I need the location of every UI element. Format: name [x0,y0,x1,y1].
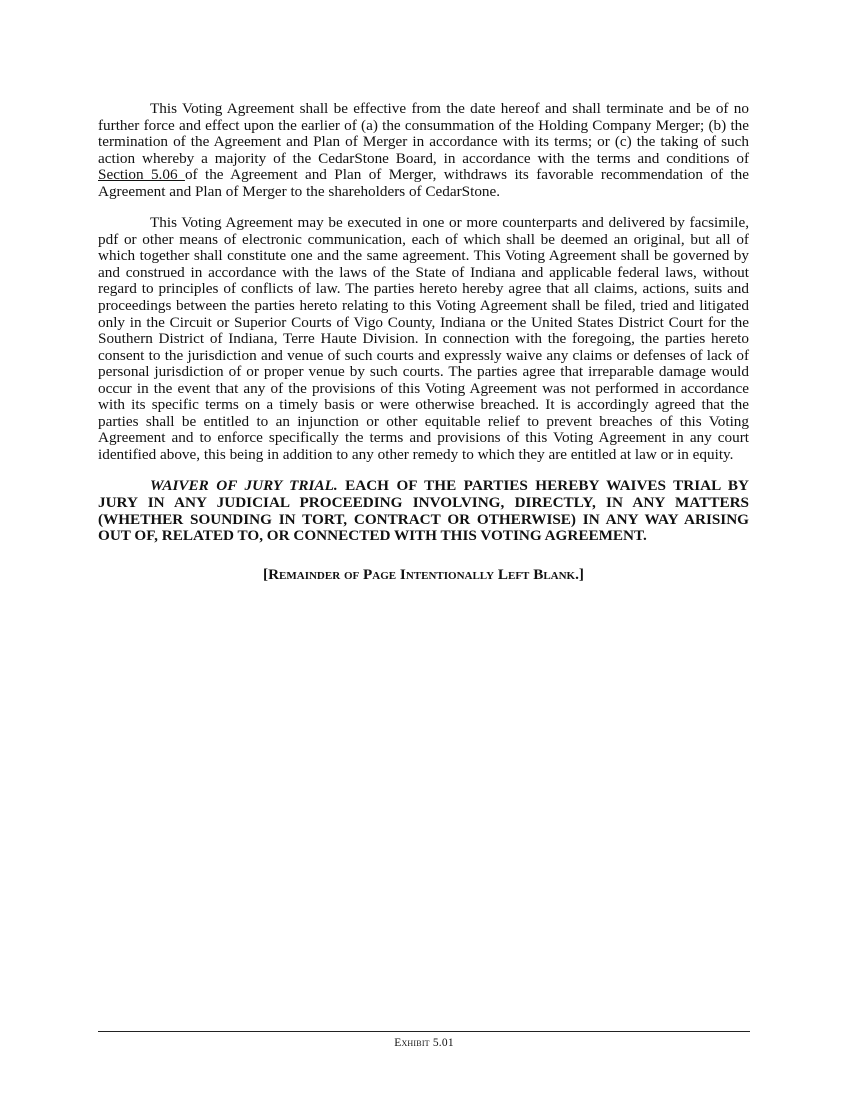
footer-divider [98,1031,750,1032]
footer-exhibit-label: Exhibit 5.01 [394,1037,454,1049]
jury-waiver-heading: WAIVER OF JURY TRIAL. [150,477,338,495]
paragraph-effective-term [98,101,749,200]
remainder-blank-note: [Remainder of Page Intentionally Left Blank.] [263,565,584,583]
section-reference-link: Section 5.06 [98,166,185,184]
paragraph-effective-term-text-end: of the Agreement and Plan of Merger, withdraws its favorable recommendation of the Agreement and Plan of Merger to the shareholders of CedarStone. [98,166,749,200]
document-body [98,101,749,583]
jury-waiver-text: EACH OF THE PARTIES HEREBY WAIVES TRIAL BY JURY IN ANY JUDICIAL PROCEEDING INVOLVING, DIRECTLY, IN ANY MATTERS (WHETHER SOUNDING IN TORT, CONTRACT OR OTHERWISE) IN ANY WAY ARISING OUT OF, RELATED TO, OR CONNECTED WITH THIS VOTING AGREEMENT. [98,477,749,545]
paragraph-jury-waiver [98,478,749,544]
paragraph-governing-law: This Voting Agreement may be executed in one or more counterparts and delivered by facsimile, pdf or other means of electronic communication, each of which shall be deemed an original, but all of which together shall constitute one and the same agreement. This Voting Agreement shall be governed by and construed in accordance with the laws of the State of Indiana and applicable federal laws, without regard to principles of conflicts of law. The parties hereto hereby agree that all claims, actions, suits and proceedings between the parties hereto relating to this Voting Agreement shall be filed, tried and litigated only in the Circuit or Superior Courts of Vigo County, Indiana or the United States District Court for the Southern District of Indiana, Terre Haute Division. In connection with the foregoing, the parties hereto consent to the jurisdiction and venue of such courts and expressly waive any claims or defenses of lack of personal jurisdiction of or proper venue by such courts. The parties agree that irreparable damage would occur in the event that any of the provisions of this Voting Agreement was not performed in accordance with its specific terms on a timely basis or were otherwise breached. It is accordingly agreed that the parties shall be entitled to an injunction or other equitable relief to prevent breaches of this Voting Agreement and to enforce specifically the terms and provisions of this Voting Agreement in any court identified above, this being in addition to any other remedy to which they are entitled at law or in equity. [98,214,749,463]
paragraph-effective-term-text: This Voting Agreement shall be effective from the date hereof and shall terminate and be of no further force and effect upon the earlier of (a) the consummation of the Holding Company Merger; (b) the termination of the Agreement and Plan of Merger in accordance with its terms; or (c) the taking of such action whereby a majority of the CedarStone Board, in accordance with the terms and conditions of [98,100,749,167]
